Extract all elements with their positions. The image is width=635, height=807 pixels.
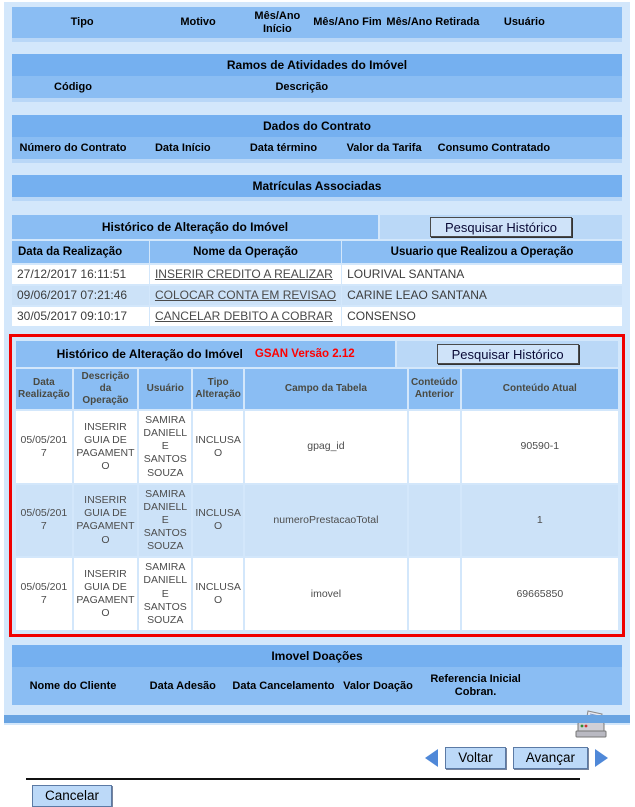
cell-usuario: SAMIRA DANIELLE SANTOS SOUZA [139,411,191,483]
footer-divider [26,778,580,780]
cell-data: 05/05/2017 [16,485,72,557]
col-nome-cliente: Nome do Cliente [29,679,117,692]
col-tipo-alteracao: Tipo Alteração [193,369,243,409]
col-descricao: Descrição [275,81,329,93]
col-numero-contrato: Número do Contrato [19,141,127,154]
cell-data: 05/05/2017 [16,558,72,630]
col-data-inicio: Data Início [154,141,211,154]
table-cell-data: 30/05/2017 09:10:17 [12,307,149,326]
cell-usuario: SAMIRA DANIELLE SANTOS SOUZA [139,558,191,630]
col-motivo: Motivo [180,16,216,29]
col-conteudo-atual: Conteúdo Atual [462,369,618,409]
cell-descricao: INSERIR GUIA DE PAGAMENTO [74,485,138,557]
cell-data: 05/05/2017 [16,411,72,483]
col-descricao-operacao: Descrição da Operação [74,369,138,409]
ramos-title: Ramos de Atividades do Imóvel [12,54,622,76]
col-data-termino: Data término [249,141,318,154]
col-referencia-inicial: Referencia Inicial Cobran. [430,672,521,698]
historico2-title-row [16,341,618,367]
col-mes-ano-fim: Mês/Ano Fim [313,16,382,29]
divider-strip [12,38,622,42]
cell-anterior [409,558,460,630]
ramos-header-row [12,76,622,98]
table-cell-data: 27/12/2017 16:11:51 [12,265,149,284]
historico2-highlight-box [9,334,625,637]
pesquisar-historico-button[interactable]: Pesquisar Histórico [430,217,572,237]
contrato-title: Dados do Contrato [12,115,622,137]
divider-strip [12,197,622,201]
operacao-link[interactable]: INSERIR CREDITO A REALIZAR [154,267,333,281]
historico2-table [16,369,618,630]
bottom-bar [4,715,630,723]
avancar-button[interactable]: Avançar [513,747,588,769]
contrato-header-row [12,137,622,159]
inscricoes-header-row [12,7,622,38]
table-cell-usuario: CARINE LEAO SANTANA [342,286,622,305]
col-usuario-realizou: Usuario que Realizou a Operação [342,241,622,263]
col-data-cancelamento: Data Cancelamento [232,679,335,692]
col-usuario: Usuário [503,16,545,29]
col-data-realizacao: Data Realização [16,369,72,409]
col-consumo-contratado: Consumo Contratado [437,141,551,154]
table-cell-usuario: CONSENSO [342,307,622,326]
arrow-left-icon[interactable] [425,749,438,767]
historico2-button-cell [397,341,618,367]
cell-descricao: INSERIR GUIA DE PAGAMENTO [74,411,138,483]
col-campo-tabela: Campo da Tabela [245,369,407,409]
historico1-table [12,241,622,326]
cell-campo: numeroPrestacaoTotal [245,485,407,557]
col-data-realizacao: Data da Realização [12,241,149,263]
arrow-right-icon[interactable] [595,749,608,767]
operacao-link[interactable]: COLOCAR CONTA EM REVISAO [154,288,337,302]
cell-atual: 90590-1 [462,411,618,483]
table-cell-operacao [150,307,341,326]
cell-descricao: INSERIR GUIA DE PAGAMENTO [74,558,138,630]
printer-icon[interactable] [574,709,610,741]
gsan-historico-page [4,2,630,804]
cell-anterior [409,485,460,557]
col-data-adesao: Data Adesão [149,679,216,692]
col-usuario: Usuário [139,369,191,409]
cell-campo: imovel [245,558,407,630]
cell-atual: 1 [462,485,618,557]
gsan-version-label: GSAN Versão 2.12 [254,348,355,360]
cell-campo: gpag_id [245,411,407,483]
table-cell-usuario: LOURIVAL SANTANA [342,265,622,284]
historico1-title: Histórico de Alteração do Imóvel [12,215,378,239]
operacao-link[interactable]: CANCELAR DEBITO A COBRAR [154,309,333,323]
table-cell-operacao [150,265,341,284]
cell-anterior [409,411,460,483]
doacoes-title: Imovel Doações [12,645,622,667]
cell-tipo: INCLUSAO [193,411,243,483]
cell-tipo: INCLUSAO [193,558,243,630]
table-cell-data: 09/06/2017 07:21:46 [12,286,149,305]
divider-strip [12,98,622,102]
col-mes-ano-inicio: Mês/Ano Início [254,9,301,35]
matriculas-title: Matrículas Associadas [12,175,622,197]
cell-tipo: INCLUSAO [193,485,243,557]
col-codigo: Código [54,81,92,93]
table-cell-operacao [150,286,341,305]
historico2-title: Histórico de Alteração do Imóvel [56,347,243,361]
historico1-title-row [12,215,622,239]
pagination-nav [12,747,622,769]
historico1-button-cell [380,215,622,239]
cell-atual: 69665850 [462,558,618,630]
pesquisar-historico-button-2[interactable]: Pesquisar Histórico [437,344,579,364]
voltar-button[interactable]: Voltar [445,747,506,769]
col-nome-operacao: Nome da Operação [150,241,341,263]
col-valor-doacao: Valor Doação [343,679,413,692]
col-tipo: Tipo [70,16,94,29]
col-valor-tarifa: Valor da Tarifa [346,141,422,154]
divider-strip [12,159,622,163]
doacoes-header-row [12,667,622,705]
cell-usuario: SAMIRA DANIELLE SANTOS SOUZA [139,485,191,557]
col-mes-ano-retirada: Mês/Ano Retirada [386,16,480,29]
cancelar-button[interactable]: Cancelar [32,785,112,807]
col-conteudo-anterior: Conteúdo Anterior [409,369,460,409]
